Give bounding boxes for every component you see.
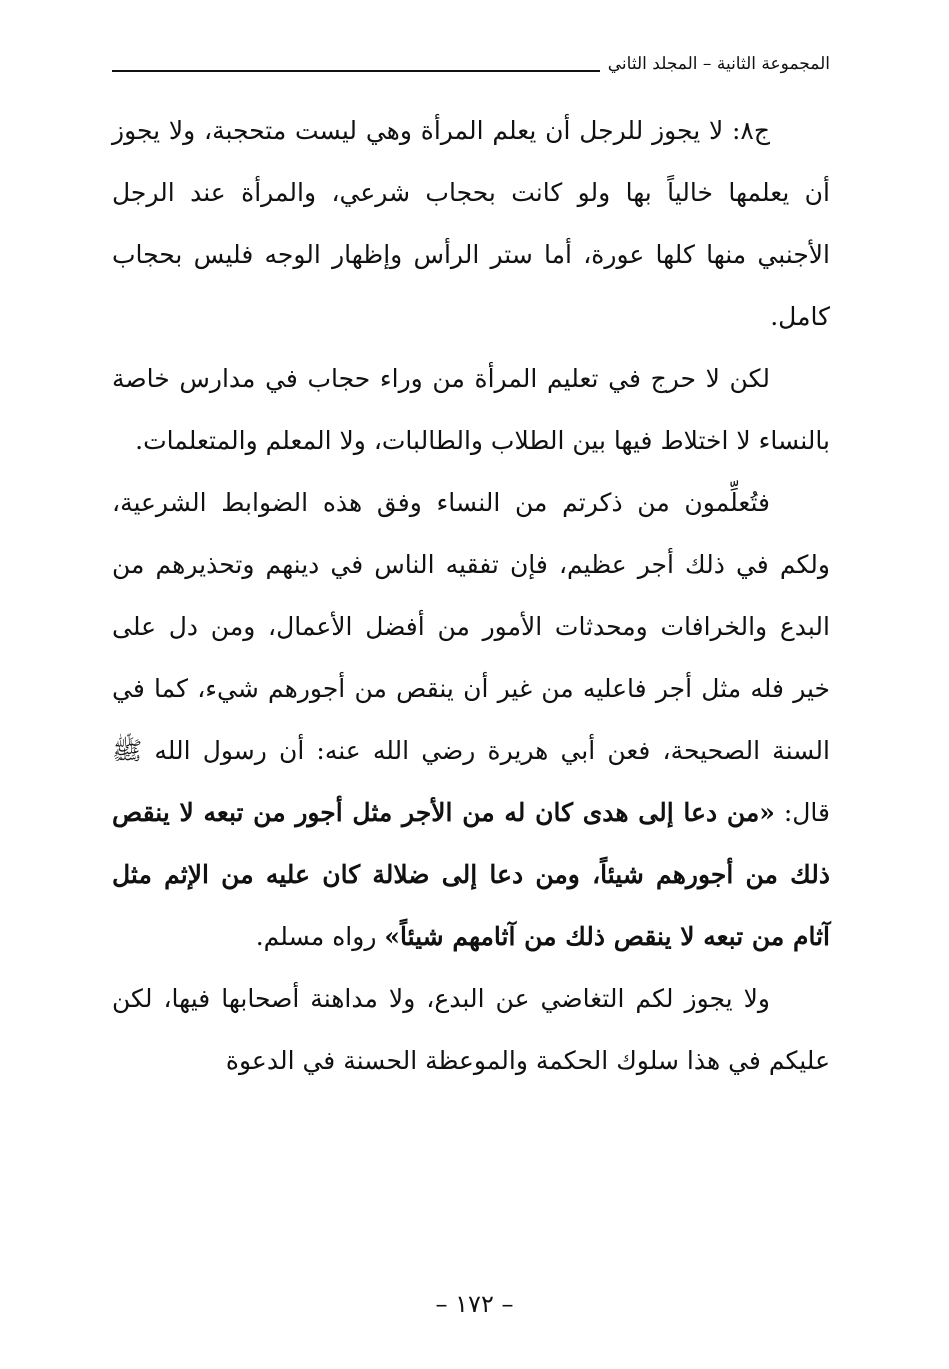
- page-number: – ١٧٢ –: [435, 1290, 514, 1318]
- paragraph-exception: لكن لا حرج في تعليم المرأة من وراء حجاب في مدارس خاصة بالنساء لا اختلاط فيها بين الطلاب والطالبات، ولا المعلم والمتعلمات.: [112, 364, 830, 455]
- header-title: المجموعة الثانية – المجلد الثاني: [607, 54, 830, 74]
- paragraph-bidah: ولا يجوز لكم التغاضي عن البدع، ولا مداهنة أصحابها فيها، لكن عليكم في هذا سلوك الحكمة والموعظة الحسنة في الدعوة: [112, 984, 830, 1075]
- running-header: [112, 52, 830, 76]
- body-text: [112, 100, 830, 1092]
- hadith-source: رواه مسلم.: [255, 922, 385, 951]
- hadith-quote: «من دعا إلى هدى كان له من الأجر مثل أجور من تبعه لا ينقص ذلك من أجورهم شيئاً، ومن دعا إلى ضلالة كان عليه من الإثم مثل آثام من تبعه لا ينقص ذلك من آثامهم شيئاً»: [112, 798, 830, 951]
- paragraph-answer: ج٨: لا يجوز للرجل أن يعلم المرأة وهي ليست متحجبة، ولا يجوز أن يعلمها خالياً بها ولو كانت بحجاب شرعي، والمرأة عند الرجل الأجنبي منها كلها عورة، أما ستر الرأس وإظهار الوجه فليس بحجاب كامل.: [112, 116, 830, 331]
- paragraph-hadith-intro: فتُعلِّمون من ذكرتم من النساء وفق هذه الضوابط الشرعية، ولكم في ذلك أجر عظيم، فإن تفقيه الناس في دينهم وتحذيرهم من البدع والخرافات ومحدثات الأمور من أفضل الأعمال، ومن دل على خير فله مثل أجر فاعليه من غير أن ينقص من أجورهم شيء، كما في السنة الصحيحة، فعن أبي هريرة رضي الله عنه: أن رسول الله ﷺ قال:: [112, 488, 830, 827]
- paragraph-hadith: [112, 472, 830, 968]
- header-rule: [112, 70, 600, 72]
